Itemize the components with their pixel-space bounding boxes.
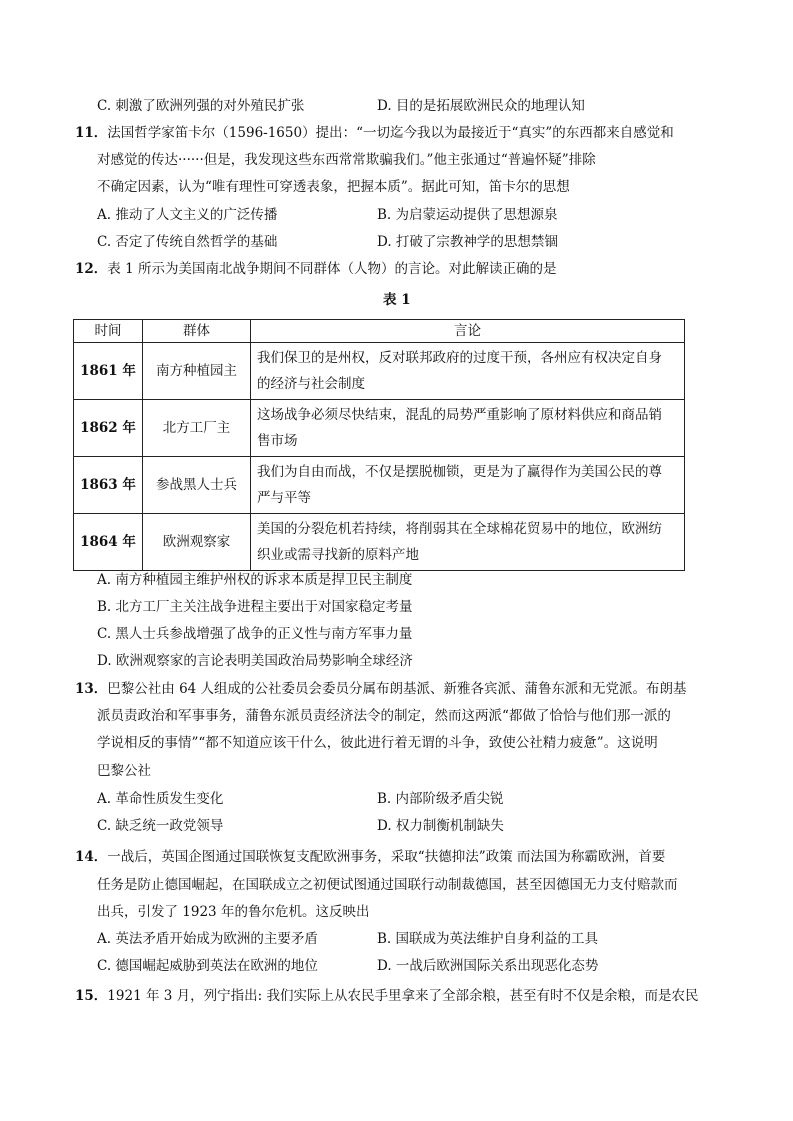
table-cell-time: 1863 年 xyxy=(74,457,143,514)
q12-option-c: C. 黑人士兵参战增强了战争的正义性与南方军事力量 xyxy=(97,626,413,642)
table-row xyxy=(74,457,685,514)
q14-stem-line1: 14．一战后，英国企图通过国联恢复支配欧洲事务，采取“扶德抑法”政策 而法国为称霸欧洲，首要 xyxy=(75,849,666,865)
q12-stem-line1: 12．表 1 所示为美国南北战争期间不同群体（人物）的言论。对此解读正确的是 xyxy=(75,261,557,277)
table-cell-statement: 这场战争必须尽快结束，混乱的局势严重影响了原材料供应和商品销 售市场 xyxy=(251,400,685,457)
table-cell-statement: 我们为自由而战，不仅是摆脱枷锁，更是为了赢得作为美国公民的尊 严与平等 xyxy=(251,457,685,514)
table-cell-statement: 我们保卫的是州权，反对联邦政府的过度干预，各州应有权决定自身 的经济与社会制度 xyxy=(251,343,685,400)
q14-option-b: B. 国联成为英法维护自身利益的工具 xyxy=(377,931,599,947)
q13-option-d: D. 权力制衡机制缺失 xyxy=(377,818,504,834)
q14-number: 14． xyxy=(75,849,108,865)
q12-number: 12． xyxy=(75,261,108,277)
table-cell-time: 1861 年 xyxy=(74,343,143,400)
q14-option-d: D. 一战后欧洲国际关系出现恶化态势 xyxy=(377,958,599,974)
table-header-group: 群体 xyxy=(143,320,251,343)
table-1 xyxy=(73,319,685,571)
table-cell-group: 南方种植园主 xyxy=(143,343,251,400)
table-caption: 表 1 xyxy=(383,292,411,308)
table-header-row xyxy=(74,320,685,343)
q13-stem-line1: 13．巴黎公社由 64 人组成的公社委员会委员分属布朗基派、新雅各宾派、蒲鲁东派和无党派。布朗基 xyxy=(75,681,687,697)
table-row xyxy=(74,343,685,400)
table-cell-time: 1864 年 xyxy=(74,514,143,571)
q14-stem-line3: 出兵，引发了 1923 年的鲁尔危机。这反映出 xyxy=(97,904,370,920)
table-cell-statement: 美国的分裂危机若持续，将削弱其在全球棉花贸易中的地位，欧洲纺 织业或需寻找新的原料产地 xyxy=(251,514,685,571)
table-header-time: 时间 xyxy=(74,320,143,343)
q13-number: 13． xyxy=(75,681,108,697)
table-cell-group: 欧洲观察家 xyxy=(143,514,251,571)
q11-option-a: A. 推动了人文主义的广泛传播 xyxy=(97,207,278,223)
q15-number: 15． xyxy=(75,988,108,1004)
q11-option-c: C. 否定了传统自然哲学的基础 xyxy=(97,234,278,250)
q10-option-c: C. 刺激了欧洲列强的对外殖民扩张 xyxy=(97,98,305,114)
q14-option-c: C. 德国崛起威胁到英法在欧洲的地位 xyxy=(97,958,318,974)
q11-option-b: B. 为启蒙运动提供了思想源泉 xyxy=(377,207,558,223)
q12-option-b: B. 北方工厂主关注战争进程主要出于对国家稳定考量 xyxy=(97,599,413,615)
q13-option-b: B. 内部阶级矛盾尖锐 xyxy=(377,791,504,807)
q12-option-a: A. 南方种植园主维护州权的诉求本质是捍卫民主制度 xyxy=(97,572,413,588)
q13-stem-line2: 派员责政治和军事事务，蒲鲁东派员责经济法令的制定，然而这两派“都做了恰恰与他们那一派的 xyxy=(97,708,671,724)
q11-stem-line1: 11．法国哲学家笛卡尔（1596-1650）提出：“一切迄今我以为最接近于“真实”的东西都来自感觉和 xyxy=(75,125,674,141)
table-cell-group: 北方工厂主 xyxy=(143,400,251,457)
q14-stem-line2: 任务是防止德国崛起，在国联成立之初便试图通过国联行动制裁德国，甚至因德国无力支付赔款而 xyxy=(97,877,678,893)
table-header-statement: 言论 xyxy=(251,320,685,343)
q12-option-d: D. 欧洲观察家的言论表明美国政治局势影响全球经济 xyxy=(97,653,413,669)
q15-stem-line1: 15．1921 年 3 月，列宁指出: 我们实际上从农民手里拿来了全部余粮，甚至有时不仅是余粮，而是农民 xyxy=(75,988,699,1004)
q13-stem-line4: 巴黎公社 xyxy=(97,763,151,779)
q14-option-a: A. 英法矛盾开始成为欧洲的主要矛盾 xyxy=(97,931,318,947)
q11-option-d: D. 打破了宗教神学的思想禁锢 xyxy=(377,234,558,250)
table-cell-time: 1862 年 xyxy=(74,400,143,457)
table-cell-group: 参战黑人士兵 xyxy=(143,457,251,514)
table-row xyxy=(74,514,685,571)
q11-number: 11． xyxy=(75,125,108,141)
q11-stem-line3: 不确定因素，认为“唯有理性可穿透表象，把握本质”。据此可知，笛卡尔的思想 xyxy=(97,179,570,195)
q11-stem-line2: 对感觉的传达······但是，我发现这些东西常常欺骗我们。”他主张通过“普遍怀疑”排除 xyxy=(97,152,596,168)
table-row xyxy=(74,400,685,457)
q10-option-d: D. 目的是拓展欧洲民众的地理认知 xyxy=(377,98,585,114)
q13-option-a: A. 革命性质发生变化 xyxy=(97,791,224,807)
q13-stem-line3: 学说相反的事情”“都不知道应该干什么，彼此进行着无谓的斗争，致使公社精力疲惫”。这说明 xyxy=(97,735,658,751)
q13-option-c: C. 缺乏统一政党领导 xyxy=(97,818,224,834)
